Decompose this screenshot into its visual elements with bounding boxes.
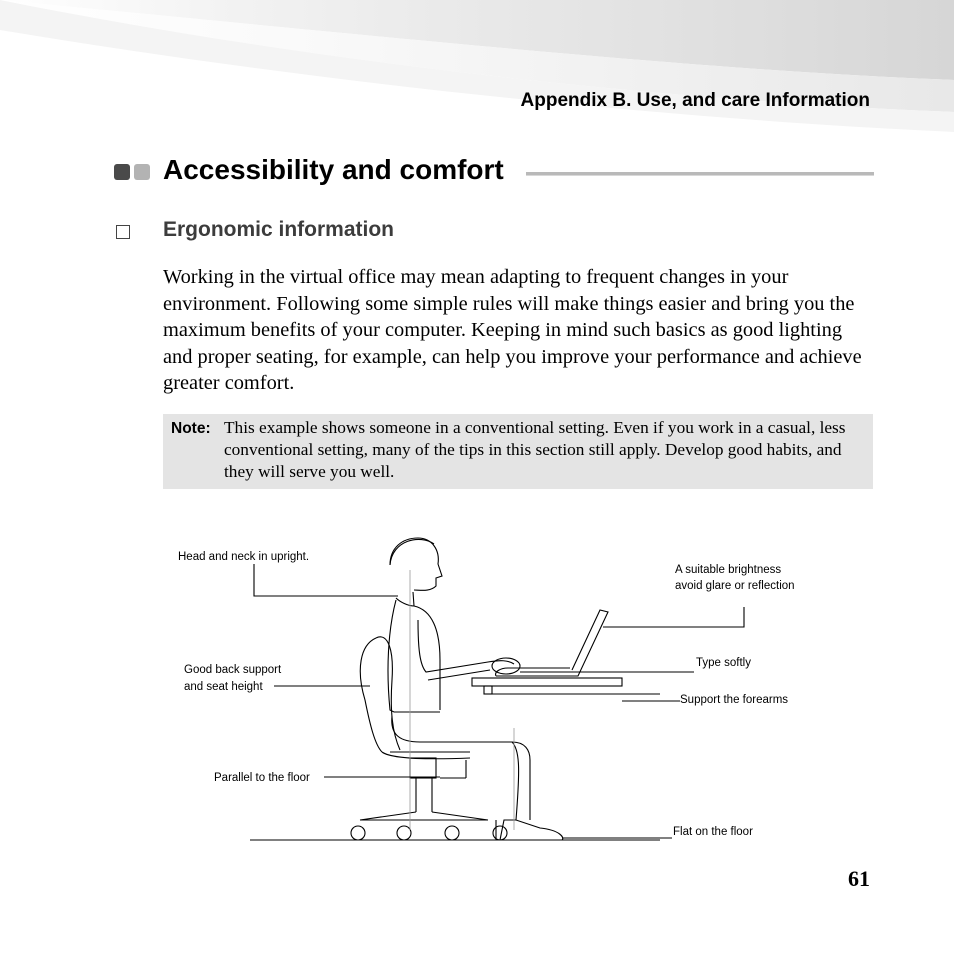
note-label: Note: — [171, 420, 211, 437]
label-back-support-2: and seat height — [184, 681, 263, 693]
note-text: This example shows someone in a conventional setting. Even if you work in a casual, less conventional setting, many of the tips in this section still apply. Develop good habits, and they will serve you well. — [224, 418, 846, 482]
dot-light-icon — [134, 164, 150, 180]
label-forearms: Support the forearms — [680, 694, 789, 706]
label-head-neck: Head and neck in upright. — [178, 551, 310, 563]
section-title-row — [114, 152, 874, 196]
note-box — [163, 414, 873, 489]
subsection-title: Ergonomic information — [163, 218, 394, 241]
header-decoration — [0, 0, 954, 140]
label-type-softly: Type softly — [696, 657, 751, 669]
label-flat-floor: Flat on the floor — [673, 826, 753, 838]
label-parallel: Parallel to the floor — [214, 772, 310, 784]
page-number: 61 — [848, 866, 870, 891]
ergonomic-illustration — [0, 520, 954, 860]
square-bullet-icon — [116, 225, 130, 239]
label-brightness-1: A suitable brightness — [675, 564, 782, 576]
body-paragraph: Working in the virtual office may mean adapting to frequent changes in your environment. Following some simple rules will make things easier and bring you the maximum benefits of your computer. Keeping in mind such basics as good lighting and proper seating, for example, can help you improve your performance and achieve greater comfort. — [163, 266, 862, 395]
section-dots-icon — [114, 164, 154, 185]
running-header: Appendix B. Use, and care Information — [520, 90, 870, 111]
label-back-support-1: Good back support — [184, 664, 282, 676]
title-rule — [526, 172, 874, 176]
label-brightness-2: avoid glare or reflection — [675, 580, 795, 592]
section-title: Accessibility and comfort — [163, 154, 504, 185]
dot-dark-icon — [114, 164, 130, 180]
